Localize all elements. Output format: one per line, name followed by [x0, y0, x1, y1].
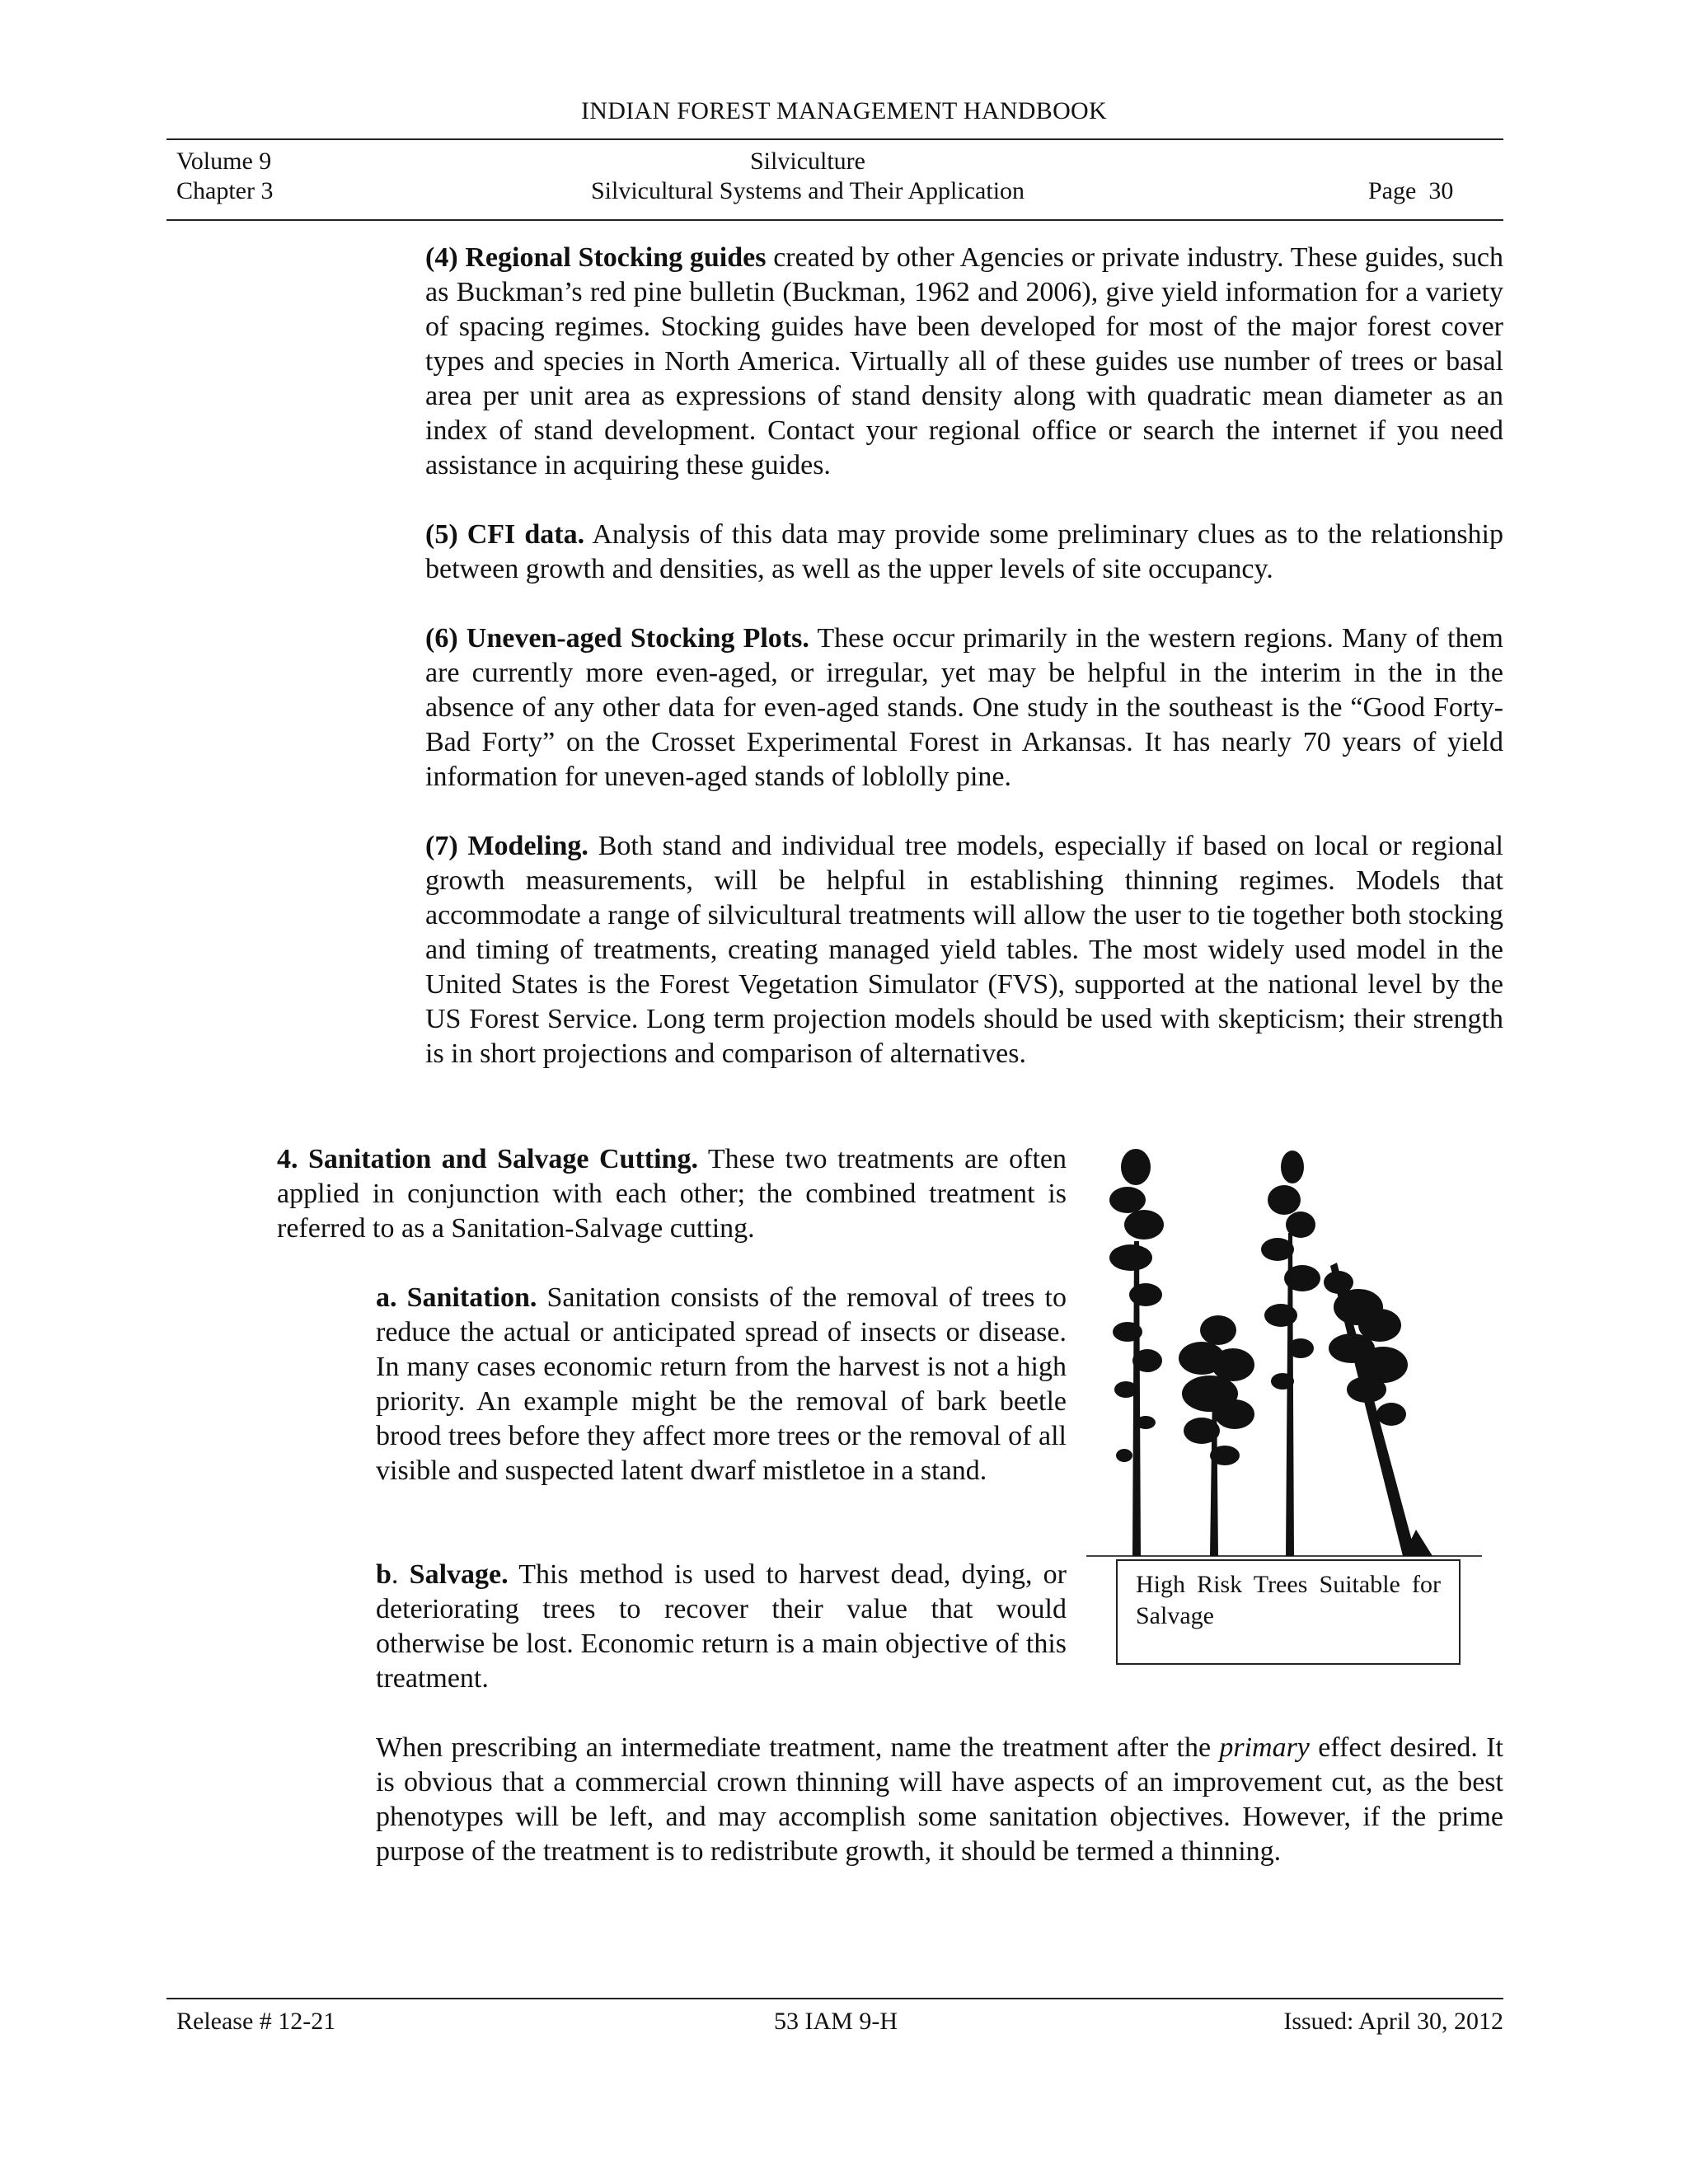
item-text: These occur primarily in the western regions. Many of them are currently more even-aged, or irregular, yet may be helpful in the interim in the in the absence of any other data for even-aged stands. One study in the southeast is the “Good Forty-Bad Forty” on the Crosset Experimental Forest in Arkansas. It has nearly 70 years of yield information for uneven-aged stands of loblolly pine.	[425, 623, 1503, 792]
subsection-label: Salvage.	[409, 1559, 509, 1590]
section-text: These two treatments are often applied in conjunction with each other; the combined treatment is referred to as a Sanitation-Salvage cutting.	[277, 1144, 1067, 1244]
chapter-label: Chapter 3	[176, 177, 274, 204]
issue-date: Issued: April 30, 2012	[1283, 2008, 1503, 2035]
closing-paragraph	[376, 1731, 1503, 1869]
item-uneven-aged-plots	[425, 621, 1503, 794]
item-text: Analysis of this data may provide some preliminary clues as to the relationship between growth and densities, as well as the upper levels of site occupancy.	[425, 519, 1503, 584]
subsection-letter: b	[376, 1559, 392, 1590]
salvage-paragraph	[376, 1558, 1067, 1696]
closing-emphasis: primary	[1219, 1732, 1310, 1763]
subject-label: Silviculture	[750, 148, 865, 175]
closing-text-end: effect desired. It is obvious that a commercial crown thinning will have aspects of an improvement cut, as the best phenotypes will be left, and may accomplish some sanitation objectives. However, if the prime purpose of the treatment is to redistribute growth, it should be termed a thinning.	[376, 1732, 1503, 1867]
footer-rule	[166, 1998, 1503, 1999]
item-label: (4) Regional Stocking guides	[425, 242, 767, 273]
section-sanitation-salvage	[277, 1142, 1067, 1246]
header-rule-top	[166, 138, 1503, 140]
header-rule-bottom	[166, 219, 1503, 221]
section-heading: 4. Sanitation and Salvage Cutting.	[277, 1144, 698, 1174]
item-text: Both stand and individual tree models, especially if based on local or regional growth measurements, will be helpful in establishing thinning regimes. Models that accommodate a range of silvicultural treatments will allow the user to tie together both stocking and timing of treatments, creating managed yield tables. The most widely used model in the United States is the Forest Vegetation Simulator (FVS), supported at the national level by the US Forest Service. Long term projection models should be used with skepticism; their strength is in short projections and comparison of alternatives.	[425, 831, 1504, 1069]
trees-drawing	[1086, 1142, 1498, 1571]
page-number: Page 30	[1368, 177, 1454, 204]
handbook-title: INDIAN FOREST MANAGEMENT HANDBOOK	[581, 97, 1107, 124]
subsection-sanitation	[376, 1281, 1067, 1488]
item-label: (7) Modeling.	[425, 831, 588, 861]
document-code: 53 IAM 9-H	[774, 2008, 898, 2035]
item-label: (5) CFI data.	[425, 519, 585, 550]
item-label: (6) Uneven-aged Stocking Plots.	[425, 623, 809, 654]
chapter-title: Silvicultural Systems and Their Application	[590, 177, 1025, 204]
section-paragraph	[277, 1142, 1067, 1246]
subsection-salvage	[376, 1558, 1067, 1696]
subsection-dot: .	[391, 1559, 410, 1590]
release-number: Release # 12-21	[176, 2008, 336, 2035]
item-cfi-data	[425, 518, 1503, 587]
subsection-label: a. Sanitation.	[376, 1282, 537, 1313]
item-text: created by other Agencies or private industry. These guides, such as Buckman’s red pine bulletin (Buckman, 1962 and 2006), give yield information for a variety of spacing regimes. Stocking guides have been developed for most of the major forest cover types and species in North America. Virtually all of these guides use number of trees or basal area per unit area as expressions of stand density along with quadratic mean diameter as an index of stand development. Contact your regional office or search the internet if you need assistance in acquiring these guides.	[425, 242, 1504, 480]
subsection-text: Sanitation consists of the removal of trees to reduce the actual or anticipated spread of insects or disease. In many cases economic return from the harvest is not a high priority. An example might be the removal of bark beetle brood trees before they affect more trees or the removal of all visible and suspected latent dwarf mistletoe in a stand.	[376, 1282, 1067, 1486]
subsection-text: This method is used to harvest dead, dying, or deteriorating trees to recover their value that would otherwise be lost. Economic return is a main objective of this treatment.	[376, 1559, 1067, 1694]
high-risk-trees-illustration	[1086, 1142, 1498, 1571]
item-modeling	[425, 829, 1503, 1071]
volume-label: Volume 9	[176, 148, 272, 175]
closing-paragraph-block	[376, 1731, 1503, 1869]
closing-text-start: When prescribing an intermediate treatment, name the treatment after the	[376, 1732, 1220, 1763]
item-regional-stocking-guides	[425, 241, 1503, 483]
stocking-sources-list	[425, 241, 1503, 1106]
sanitation-paragraph	[376, 1281, 1067, 1488]
figure-caption: High Risk Trees Suitable for Salvage	[1116, 1559, 1461, 1665]
